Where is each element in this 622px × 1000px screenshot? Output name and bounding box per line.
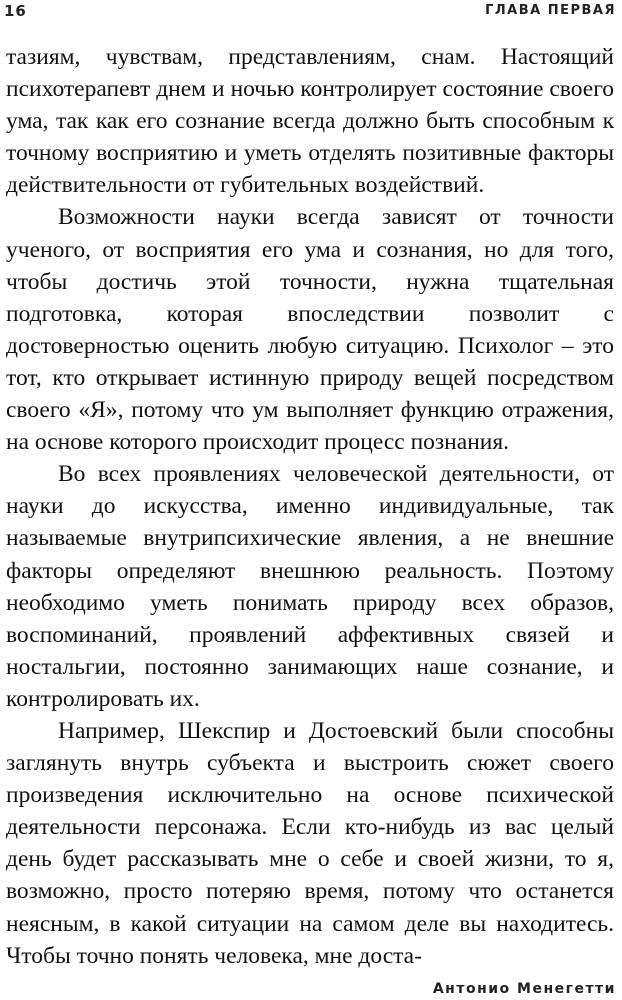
body-text (6, 41, 614, 972)
page-number: 16 (4, 2, 27, 20)
running-foot-author: Антонио Менегетти (432, 981, 616, 997)
paragraph: Например, Шекспир и Достоевский были способны заглянуть внутрь субъекта и выстроить сюжет своего произведения исключительно на основе психической деятельности персонажа. Если кто-нибудь из вас целый день будет рассказывать мне о себе и своей жизни, то я, возможно, просто потеряю время, потому что останется неясным, в какой ситуации на самом деле вы находитесь. Чтобы точно понять человека, мне доста- (6, 717, 614, 969)
running-head-chapter-title: ГЛАВА ПЕРВАЯ (485, 3, 616, 18)
paragraph: Возможности науки всегда зависят от точности ученого, от восприятия его ума и сознания, но для того, чтобы достичь этой точности, нужна тщательная подготовка, которая впоследствии позволит с достоверностью оценить любую ситуацию. Психолог – это тот, кто открывает истинную природу вещей посредством своего «Я», потому что ум выполняет функцию отражения, на основе которого происходит процесс познания. (6, 204, 614, 456)
paragraph-continued: тазиям, чувствам, представлениям, снам. Настоящий психотерапевт днем и ночью контролирует состояние своего ума, так как его сознание всегда должно быть способным к точному восприятию и уметь отделять позитивные факторы действительности от губительных воздействий. (6, 44, 614, 199)
paragraph: Во всех проявлениях человеческой деятельности, от науки до искусства, именно индивидуальные, так называемые внутрипсихические явления, а не внешние факторы определяют внешнюю реальность. Поэтому необходимо уметь понимать природу всех образов, воспоминаний, проявлений аффективных связей и ностальгии, постоянно занимающих наше сознание, и контролировать их. (6, 461, 614, 712)
